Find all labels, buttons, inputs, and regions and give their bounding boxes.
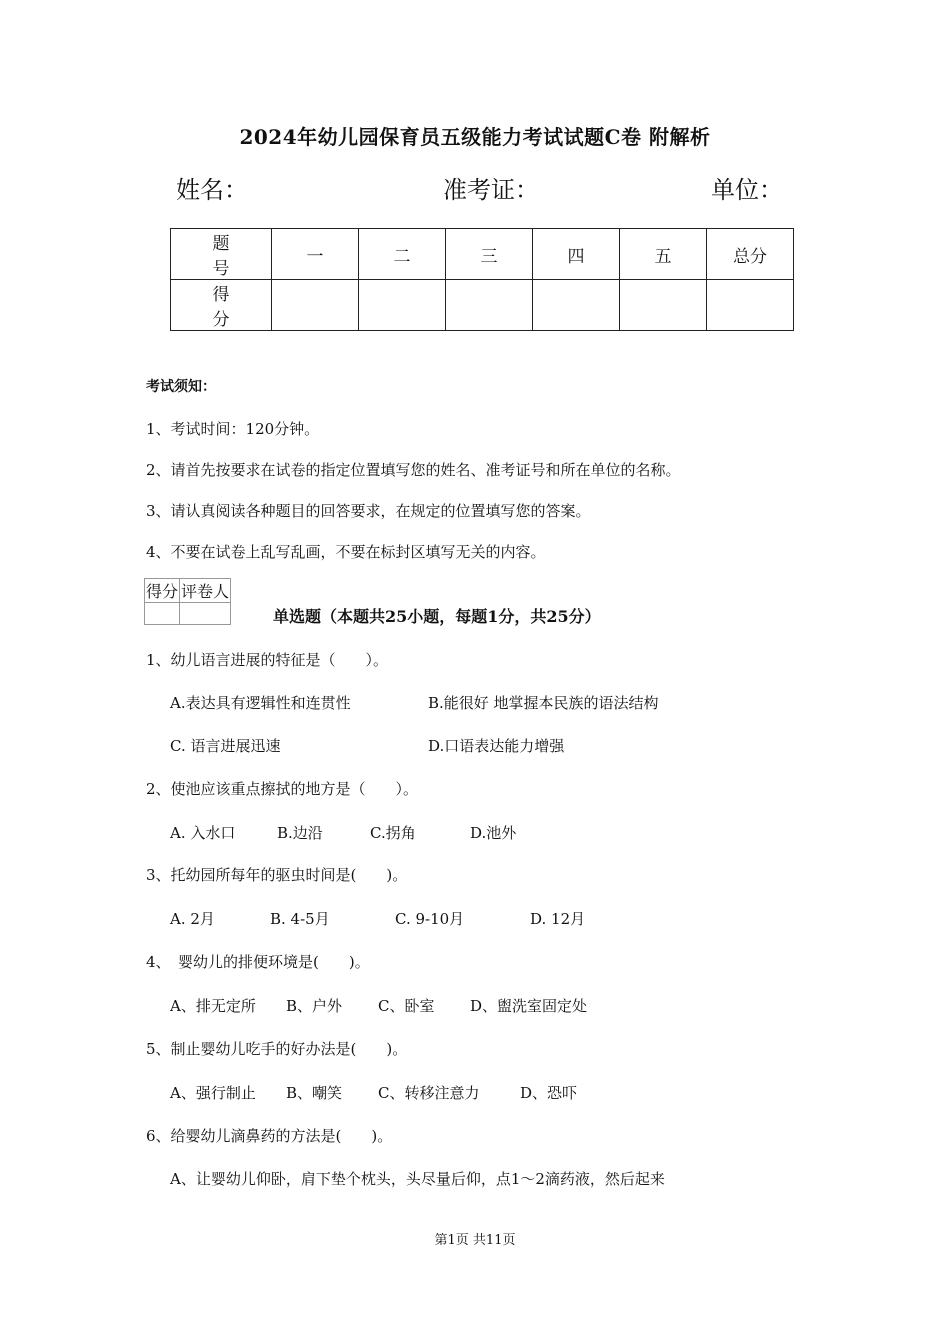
question-option[interactable]: C、转移注意力 (378, 1084, 480, 1102)
question-option[interactable]: D.口语表达能力增强 (428, 737, 565, 755)
score-table-header-cell: 总分 (707, 229, 794, 280)
question-option[interactable]: A、强行制止 (170, 1084, 256, 1102)
name-label: 姓名： (176, 176, 248, 204)
score-table-header-cell: 题 号 (171, 229, 272, 280)
notice-item: 4、不要在试卷上乱写乱画，不要在标封区填写无关的内容。 (146, 543, 546, 561)
question-option[interactable]: C.拐角 (370, 824, 416, 842)
grader-score-cell[interactable] (145, 603, 180, 625)
question-option[interactable]: A. 入水口 (170, 824, 236, 842)
score-cell[interactable] (533, 280, 620, 331)
question-option[interactable]: D.池外 (470, 824, 517, 842)
question-option[interactable]: C. 语言进展迅速 (170, 737, 281, 755)
question-option[interactable]: B. 4-5月 (270, 910, 330, 928)
score-table-header-cell: 四 (533, 229, 620, 280)
question-option[interactable]: C. 9-10月 (395, 910, 465, 928)
question-stem: 6、给婴幼儿滴鼻药的方法是( )。 (146, 1127, 393, 1145)
question-option[interactable]: D、恐吓 (520, 1084, 578, 1102)
question-option[interactable]: C、卧室 (378, 997, 435, 1015)
question-option[interactable]: B、嘲笑 (286, 1084, 343, 1102)
question-stem: 4、 婴幼儿的排便环境是( )。 (146, 953, 370, 971)
score-table-header-cell: 三 (446, 229, 533, 280)
page-footer: 第1页 共11页 (434, 1233, 516, 1248)
unit-label: 单位： (711, 176, 783, 204)
question-option[interactable]: B.边沿 (277, 824, 323, 842)
question-option[interactable]: A、让婴幼儿仰卧，肩下垫个枕头，头尽量后仰，点1～2滴药液，然后起来 (170, 1170, 665, 1188)
notice-item: 2、请首先按要求在试卷的指定位置填写您的姓名、准考证号和所在单位的名称。 (146, 461, 681, 479)
score-cell[interactable] (620, 280, 707, 331)
question-option[interactable]: A、排无定所 (170, 997, 256, 1015)
score-table-score-row (171, 280, 794, 331)
score-table-header-cell: 一 (272, 229, 359, 280)
question-option[interactable]: A.表达具有逻辑性和连贯性 (170, 694, 351, 712)
section-title: 单选题（本题共25小题，每题1分，共25分） (273, 607, 601, 626)
question-option[interactable]: D. 12月 (530, 910, 586, 928)
exam-number-label: 准考证： (443, 176, 539, 204)
grader-score-label: 得分 (145, 579, 180, 603)
grader-table (144, 578, 231, 625)
score-cell[interactable] (446, 280, 533, 331)
score-table-header-cell: 二 (359, 229, 446, 280)
question-option[interactable]: D、盥洗室固定处 (470, 997, 588, 1015)
grader-name-cell[interactable] (180, 603, 231, 625)
score-cell[interactable] (707, 280, 794, 331)
question-option[interactable]: A. 2月 (170, 910, 215, 928)
score-table-header-cell: 五 (620, 229, 707, 280)
score-table (170, 228, 794, 331)
document-title: 2024年幼儿园保育员五级能力考试试题C卷 附解析 (239, 125, 711, 149)
grader-name-label: 评卷人 (180, 579, 231, 603)
question-stem: 3、托幼园所每年的驱虫时间是( )。 (146, 866, 408, 884)
score-cell[interactable] (272, 280, 359, 331)
score-row-label: 得 分 (171, 280, 272, 331)
notice-heading: 考试须知： (146, 379, 216, 395)
question-stem: 1、幼儿语言进展的特征是（ ）。 (146, 651, 389, 669)
notice-item: 3、请认真阅读各种题目的回答要求，在规定的位置填写您的答案。 (146, 502, 591, 520)
question-stem: 2、使池应该重点擦拭的地方是（ ）。 (146, 780, 419, 798)
notice-item: 1、考试时间：120分钟。 (146, 420, 320, 438)
question-stem: 5、制止婴幼儿吃手的好办法是( )。 (146, 1040, 408, 1058)
question-option[interactable]: B、户外 (286, 997, 343, 1015)
question-option[interactable]: B.能很好 地掌握本民族的语法结构 (428, 694, 659, 712)
score-table-header-row (171, 229, 794, 280)
score-cell[interactable] (359, 280, 446, 331)
